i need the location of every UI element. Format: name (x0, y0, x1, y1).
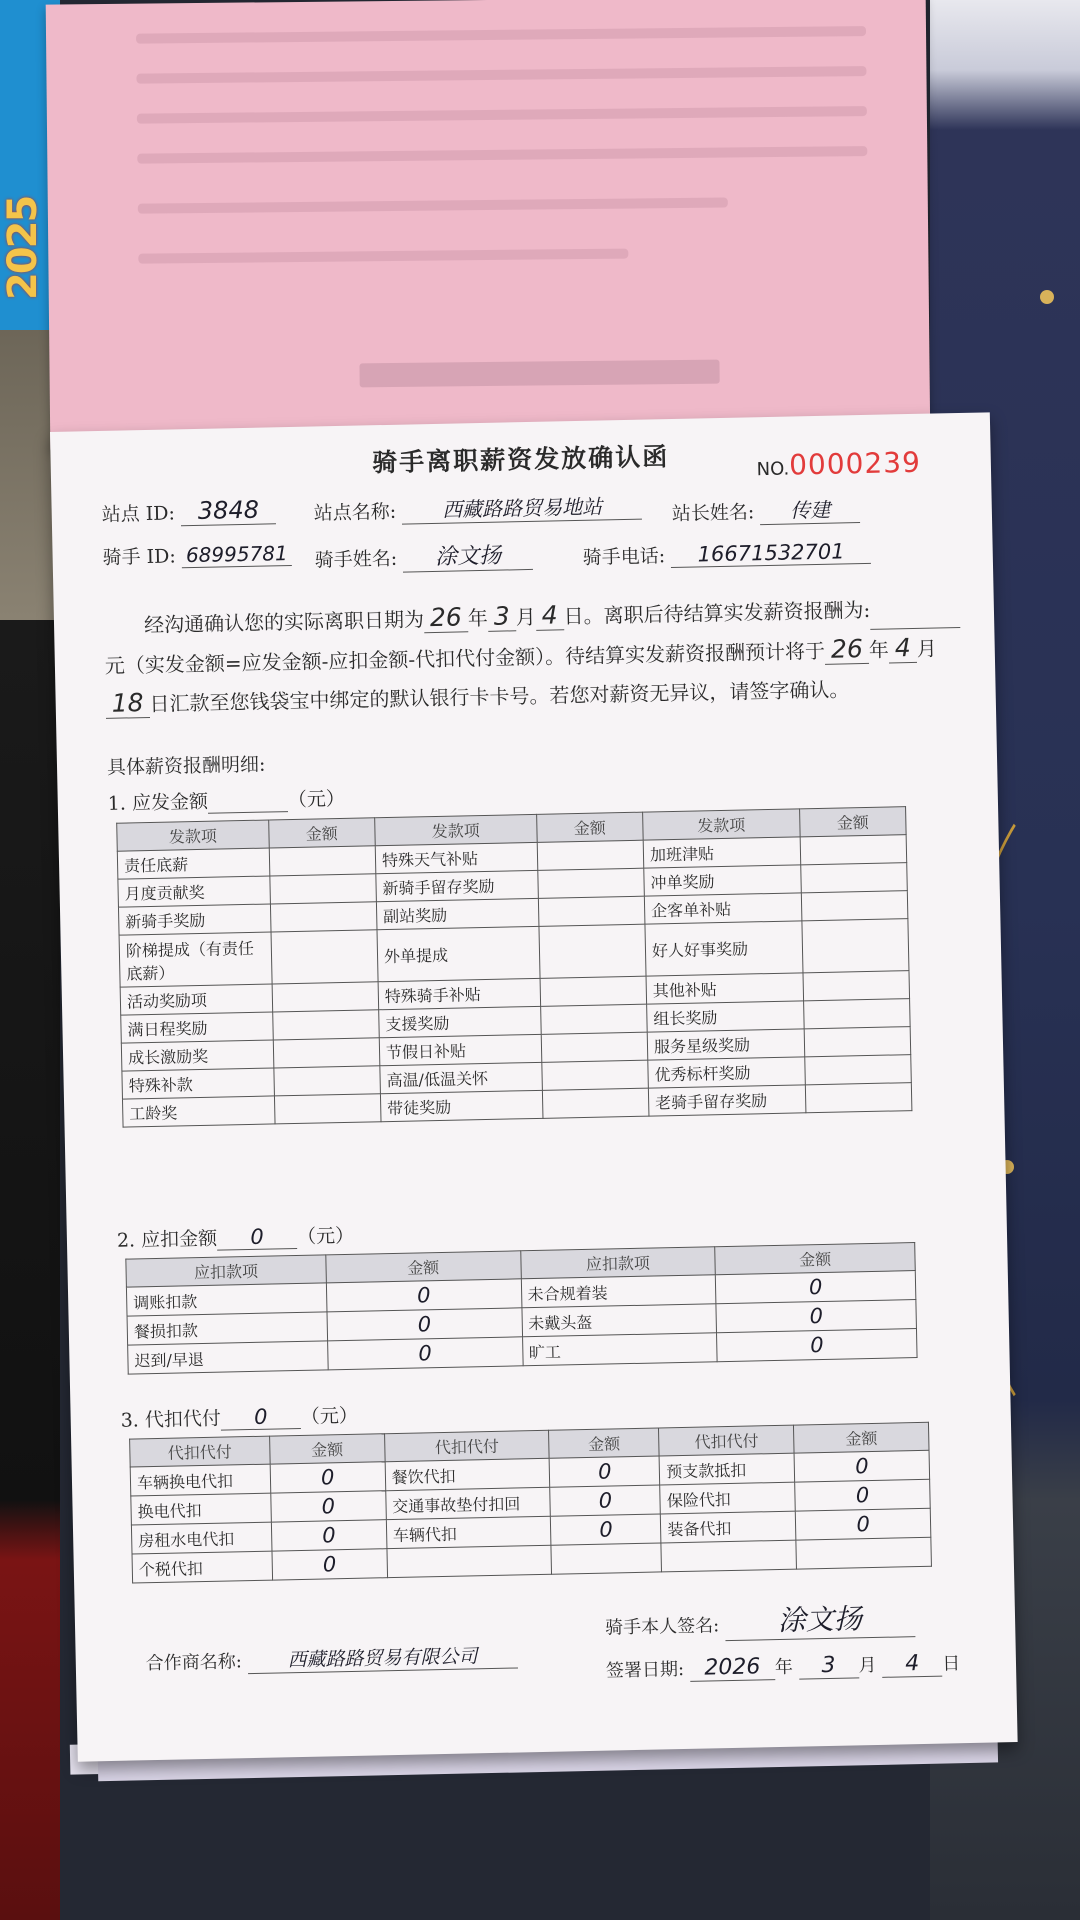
rider-phone-field: 骑手电话: 16671532701 (582, 537, 871, 570)
partner-field: 合作商名称: 西藏路路贸易有限公司 (145, 1640, 517, 1676)
amount-cell (542, 1088, 649, 1118)
amount-cell (541, 1032, 648, 1062)
station-id-value: 3848 (181, 495, 277, 526)
item-cell: 高温/低温关怀 (380, 1062, 542, 1093)
amount-cell (538, 896, 645, 926)
column-header: 发款项 (375, 814, 537, 845)
withholding-total: 0 (221, 1404, 302, 1431)
item-cell: 特殊补款 (122, 1068, 274, 1099)
item-cell: 组长奖励 (647, 1001, 804, 1032)
column-header: 应扣款项 (126, 1255, 326, 1287)
pink-carbon-sheet (46, 0, 931, 450)
item-cell: 调账扣款 (126, 1283, 326, 1316)
amount-cell: 0 (550, 1485, 660, 1516)
item-cell: 支援奖励 (379, 1006, 541, 1037)
item-cell (661, 1540, 796, 1572)
amount-cell: 0 (716, 1271, 916, 1304)
column-header: 发款项 (643, 809, 800, 840)
amount-cell (539, 924, 646, 978)
amount-cell (805, 1055, 912, 1085)
deductions-table (125, 1242, 917, 1375)
item-cell: 车辆换电代扣 (130, 1464, 270, 1496)
amount-cell: 0 (716, 1300, 916, 1333)
serial-number (756, 446, 921, 482)
column-header: 金额 (269, 1434, 384, 1464)
item-cell: 保险代扣 (660, 1482, 795, 1514)
amount-cell: 0 (717, 1329, 917, 1362)
item-cell: 企客单补贴 (644, 893, 801, 924)
form-title: 骑手离职薪资发放确认函 (371, 442, 670, 478)
confirmation-paragraph: 经沟通确认您的实际离职日期为 26 年 3 月 4 日。离职后待结算实发薪资报酬为: 元（实发金额=应发金额-应扣金额-代扣代付金额）。待结算实发薪资报酬预计将于 26 年 4 月18 日汇款至您钱袋宝中绑定的默认银行卡卡号。若您对薪资无异议，请签字确认。 (104, 588, 966, 724)
amount-cell (274, 1094, 381, 1124)
amount-cell (273, 1038, 380, 1068)
column-header: 金额 (715, 1243, 915, 1275)
amount-cell (271, 930, 378, 984)
withholding-table (129, 1422, 932, 1584)
item-cell: 未合规着装 (521, 1275, 716, 1308)
amount-cell (805, 1083, 912, 1113)
faded-line (137, 106, 867, 124)
item-cell: 节假日补贴 (379, 1034, 541, 1065)
item-cell: 其他补贴 (646, 973, 803, 1004)
faded-line (137, 146, 867, 164)
amount-cell: 0 (271, 1491, 386, 1522)
item-cell: 工龄奖 (122, 1096, 274, 1127)
amount-cell (540, 1004, 647, 1034)
amount-cell: 0 (271, 1520, 386, 1551)
section-earnings-label: 1. 应发金额 （元） (107, 787, 346, 815)
earnings-table (116, 806, 912, 1127)
section-withholding-label: 3. 代扣代付 0 （元） (120, 1404, 359, 1432)
amount-cell (270, 874, 377, 904)
item-cell: 新骑手留存奖励 (376, 870, 538, 901)
amount-cell (270, 902, 377, 932)
sign-day: 4 (882, 1651, 943, 1678)
item-cell: 冲单奖励 (644, 865, 801, 896)
amount-cell (801, 891, 908, 921)
faded-title (359, 360, 719, 388)
amount-cell: 0 (795, 1479, 930, 1511)
item-cell (387, 1545, 552, 1577)
amount-cell (803, 971, 910, 1001)
amount-cell: 0 (551, 1514, 661, 1545)
item-cell: 优秀标杆奖励 (648, 1057, 805, 1088)
item-cell: 服务星级奖励 (647, 1029, 804, 1060)
serial-value: 0000239 (788, 445, 922, 482)
column-header: 金额 (326, 1251, 521, 1283)
sign-year: 2026 (690, 1654, 776, 1682)
amount-cell (269, 846, 376, 876)
section-deductions-label: 2. 应扣金额 0 （元） (116, 1224, 355, 1252)
item-cell: 月度贡献奖 (118, 876, 270, 907)
leave-day: 4 (535, 600, 564, 631)
rider-name-value: 涂文扬 (403, 538, 534, 573)
item-cell: 预支款抵扣 (659, 1453, 794, 1485)
item-cell: 餐损扣款 (127, 1312, 327, 1345)
rider-id-field: 骑手 ID: 68995781 (102, 539, 292, 570)
amount-cell: 0 (327, 1337, 522, 1370)
rider-name-field: 骑手姓名: 涂文扬 (314, 538, 533, 575)
pay-month: 4 (888, 633, 917, 664)
amount-cell (274, 1066, 381, 1096)
station-name-field: 站点名称: 西藏路路贸易地站 (313, 490, 642, 527)
amount-cell (803, 999, 910, 1029)
rider-signature: 涂文扬 (724, 1596, 915, 1641)
item-cell: 餐饮代扣 (385, 1458, 550, 1490)
amount-cell (272, 982, 379, 1012)
item-cell: 责任底薪 (117, 848, 269, 879)
amount-cell: 0 (327, 1308, 522, 1341)
column-header: 金额 (549, 1428, 659, 1458)
deductions-body (126, 1271, 917, 1375)
manager-value: 传建 (760, 493, 861, 525)
amount-cell: 0 (272, 1549, 387, 1580)
leave-month: 3 (487, 601, 516, 632)
amount-cell: 0 (326, 1279, 521, 1312)
column-header: 金额 (794, 1422, 929, 1453)
item-cell: 阶梯提成（有责任底薪） (119, 932, 272, 987)
column-header: 金额 (799, 807, 906, 837)
details-label: 具体薪资报酬明细: (106, 753, 266, 779)
sign-date-field: 签署日期: 2026 年 3 月 4 日 (605, 1651, 961, 1682)
pay-day: 18 (105, 688, 149, 719)
amount-cell: 0 (794, 1450, 929, 1482)
item-cell: 个税代扣 (132, 1551, 272, 1583)
faded-line (138, 197, 728, 213)
withholding-body (130, 1450, 931, 1583)
item-cell: 旷工 (522, 1333, 717, 1366)
amount-cell: 0 (795, 1508, 930, 1540)
column-header: 应扣款项 (520, 1247, 715, 1279)
item-cell: 特殊天气补贴 (375, 842, 537, 873)
amount-cell (802, 919, 909, 973)
item-cell: 带徒奖励 (380, 1090, 542, 1121)
item-cell: 新骑手奖励 (118, 904, 270, 935)
amount-cell (551, 1543, 661, 1574)
sign-month: 3 (798, 1652, 859, 1679)
column-header: 代扣代付 (130, 1436, 270, 1467)
amount-cell (804, 1027, 911, 1057)
station-name-value: 西藏路路贸易地站 (402, 490, 643, 525)
item-cell: 外单提成 (377, 926, 540, 981)
calendar-badge: 2025 (0, 196, 46, 300)
net-amount-blank (870, 589, 961, 630)
amount-cell: 0 (270, 1462, 385, 1493)
item-cell: 成长激励奖 (121, 1040, 273, 1071)
item-cell: 装备代扣 (661, 1511, 796, 1543)
earnings-body (117, 835, 912, 1127)
station-id-field: 站点 ID: 3848 (101, 495, 276, 528)
column-header: 金额 (536, 812, 643, 842)
column-header: 发款项 (117, 820, 269, 851)
salary-confirmation-form (50, 412, 1018, 1761)
amount-cell (538, 868, 645, 898)
item-cell: 活动奖励项 (120, 984, 272, 1015)
pay-year: 26 (825, 634, 869, 665)
amount-cell (542, 1060, 649, 1090)
amount-cell (796, 1537, 931, 1569)
leave-year: 26 (424, 602, 468, 633)
amount-cell (800, 863, 907, 893)
faded-line (138, 249, 628, 264)
faded-line (136, 66, 866, 84)
item-cell: 换电代扣 (131, 1493, 271, 1525)
item-cell: 加班津贴 (643, 837, 800, 868)
column-header: 代扣代付 (384, 1430, 549, 1461)
rider-phone-value: 16671532701 (671, 539, 871, 568)
item-cell: 车辆代扣 (386, 1516, 551, 1548)
item-cell: 特殊骑手补贴 (378, 978, 540, 1009)
amount-cell: 0 (550, 1456, 660, 1487)
column-header: 金额 (268, 818, 375, 848)
item-cell: 老骑手留存奖励 (648, 1085, 805, 1116)
manager-field: 站长姓名: 传建 (671, 493, 860, 527)
serial-label: NO. (756, 458, 790, 481)
column-header: 代扣代付 (659, 1425, 794, 1456)
item-cell: 交通事故垫付扣回 (385, 1487, 550, 1519)
amount-cell (272, 1010, 379, 1040)
item-cell: 房租水电代扣 (131, 1522, 271, 1554)
item-cell: 满日程奖励 (121, 1012, 273, 1043)
amount-cell (537, 840, 644, 870)
item-cell: 副站奖励 (376, 898, 538, 929)
item-cell: 未戴头盔 (521, 1304, 716, 1337)
faded-line (136, 26, 866, 44)
amount-cell (540, 976, 647, 1006)
item-cell: 好人好事奖励 (645, 921, 803, 976)
deductions-total: 0 (217, 1224, 298, 1251)
amount-cell (800, 835, 907, 865)
item-cell: 迟到/早退 (128, 1341, 328, 1374)
partner-value: 西藏路路贸易有限公司 (247, 1640, 518, 1674)
rider-signature-field: 骑手本人签名: 涂文扬 (605, 1596, 916, 1643)
rider-id-value: 68995781 (182, 541, 292, 568)
decor-dot (1040, 290, 1054, 304)
